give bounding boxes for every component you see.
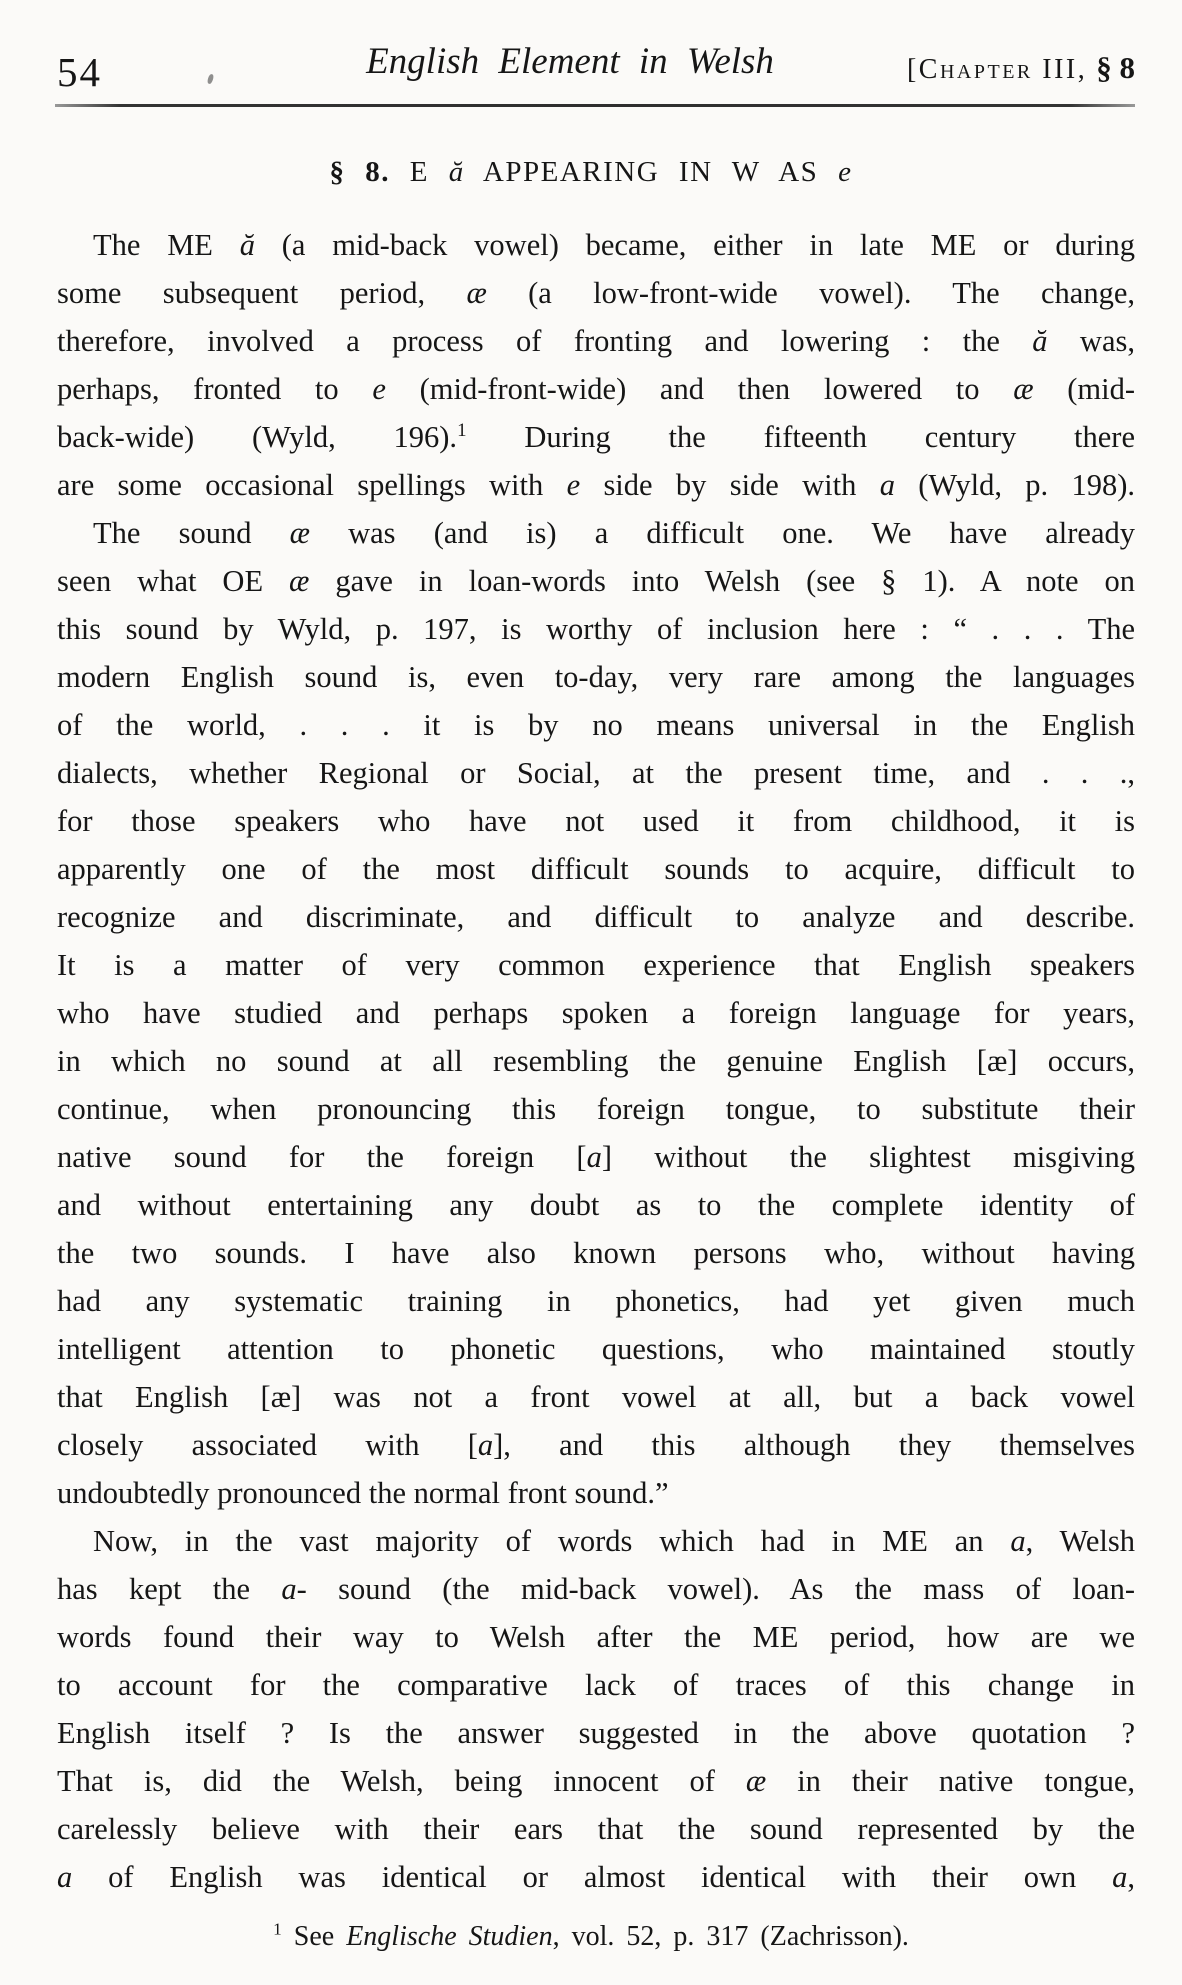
text-segment: perhaps, fronted to	[57, 372, 373, 406]
text-line	[57, 1277, 1135, 1325]
text-segment: The ME	[93, 228, 240, 262]
text-segment: æ	[466, 276, 487, 310]
text-line	[57, 317, 1135, 365]
text-line	[57, 893, 1135, 941]
text-segment: See	[281, 1921, 347, 1952]
text-segment: (Wyld, p. 198).	[894, 468, 1135, 502]
text-segment: therefore, involved a process of fronting and lowering : the	[57, 324, 1033, 358]
text-line	[57, 1421, 1135, 1469]
text-segment: was (and is) a difficult one. We have already	[309, 516, 1136, 550]
text-segment: (a low-front-wide vowel). The change,	[486, 276, 1135, 310]
text-segment: , vol. 52, p. 317 (Zachrisson).	[552, 1921, 909, 1952]
text-line	[57, 1373, 1135, 1421]
text-segment: had any systematic training in phonetics, had yet given much	[57, 1284, 1135, 1318]
text-segment: , Welsh	[1025, 1524, 1135, 1558]
text-segment: æ	[289, 564, 310, 598]
text-segment: that English [æ] was not a front vowel at all, but a back vowel	[57, 1380, 1135, 1414]
text-line	[57, 1229, 1135, 1277]
text-line	[57, 989, 1135, 1037]
header-rule	[55, 104, 1135, 107]
text-segment: for those speakers who have not used it from childhood, it is	[57, 804, 1135, 838]
body-text	[57, 221, 1135, 1901]
text-segment: a	[281, 1572, 297, 1606]
text-segment: a	[586, 1140, 602, 1174]
text-line	[57, 701, 1135, 749]
text-segment: closely associated with [	[57, 1428, 478, 1462]
text-line	[57, 1133, 1135, 1181]
chapter-reference	[907, 50, 1135, 86]
text-segment: The sound	[93, 516, 290, 550]
text-segment: ,	[1127, 1860, 1135, 1894]
text-segment: During the fifteenth century there	[466, 420, 1136, 454]
text-segment: was,	[1047, 324, 1135, 358]
text-segment: seen what OE	[57, 564, 290, 598]
text-line	[57, 797, 1135, 845]
text-segment: who have studied and perhaps spoken a foreign language for years,	[57, 996, 1135, 1030]
text-segment: in which no sound at all resembling the genuine English [æ] occurs,	[57, 1044, 1135, 1078]
text-line	[57, 1757, 1135, 1805]
text-segment: some subsequent period,	[57, 276, 467, 310]
text-segment: 1	[457, 419, 467, 441]
text-line	[57, 221, 1135, 269]
text-segment: recognize and discriminate, and difficult to analyze and describe.	[57, 900, 1135, 934]
text-line	[57, 749, 1135, 797]
text-segment: ], and this although they themselves	[493, 1428, 1136, 1462]
text-line	[57, 1709, 1135, 1757]
running-header	[57, 38, 1135, 94]
text-line	[57, 461, 1135, 509]
text-segment: a	[477, 1428, 494, 1462]
paragraph	[57, 1517, 1135, 1901]
text-segment: APPEARING IN W AS	[464, 156, 839, 188]
text-segment: æ	[1013, 372, 1034, 406]
text-line	[57, 941, 1135, 989]
text-segment: a	[879, 468, 895, 502]
text-line	[57, 1613, 1135, 1661]
text-segment: are some occasional spellings with	[57, 468, 567, 502]
text-segment: æ	[289, 516, 310, 550]
text-segment: carelessly believe with their ears that the sound represented by the	[57, 1812, 1135, 1846]
text-line	[57, 653, 1135, 701]
text-line	[57, 413, 1135, 461]
text-line	[57, 1517, 1135, 1565]
text-segment: It is a matter of very common experience that English speakers	[57, 948, 1135, 982]
text-segment: Now, in the vast majority of words which had in ME an	[93, 1524, 1011, 1558]
text-segment: § 8.	[329, 156, 391, 188]
text-segment: ă	[1032, 324, 1048, 358]
text-segment: a	[57, 1860, 73, 1894]
text-segment: (a mid-back vowel) became, either in late ME or during	[254, 228, 1135, 262]
text-segment: - sound (the mid-back vowel). As the mass of loan-	[296, 1572, 1135, 1606]
text-segment: Englische Studien	[346, 1921, 553, 1952]
text-segment: words found their way to Welsh after the ME period, how are we	[57, 1620, 1135, 1654]
text-segment: a	[1112, 1860, 1128, 1894]
text-line	[57, 557, 1135, 605]
text-line	[57, 845, 1135, 893]
text-segment: to account for the comparative lack of traces of this change in	[57, 1668, 1135, 1702]
text-segment: continue, when pronouncing this foreign tongue, to substitute their	[57, 1092, 1135, 1126]
text-segment: gave in loan-words into Welsh (see § 1). A note on	[309, 564, 1135, 598]
text-segment: the two sounds. I have also known persons who, without having	[57, 1236, 1135, 1270]
text-segment: and without entertaining any doubt as to the complete identity of	[57, 1188, 1135, 1222]
text-segment: this sound by Wyld, p. 197, is worthy of inclusion here : “ . . . The	[57, 612, 1135, 646]
text-segment: e	[372, 372, 386, 406]
text-segment: of the world, . . . it is by no means universal in the English	[57, 708, 1135, 742]
text-segment: intelligent attention to phonetic questions, who maintained stoutly	[57, 1332, 1135, 1366]
text-line	[57, 509, 1135, 557]
text-segment: ă	[448, 156, 465, 188]
text-segment: 1	[273, 1919, 282, 1939]
text-segment: ] without the slightest misgiving	[601, 1140, 1135, 1174]
text-line	[57, 1085, 1135, 1133]
text-line	[57, 1565, 1135, 1613]
section-heading	[0, 156, 1182, 189]
text-segment: That is, did the Welsh, being innocent of	[57, 1764, 746, 1798]
text-segment: apparently one of the most difficult sounds to acquire, difficult to	[57, 852, 1135, 886]
text-segment: E	[390, 156, 449, 188]
text-segment: in their native tongue,	[766, 1764, 1135, 1798]
paragraph	[57, 221, 1135, 509]
text-segment: dialects, whether Regional or Social, at the present time, and . . .,	[57, 756, 1135, 790]
text-line	[57, 1181, 1135, 1229]
text-line	[57, 1661, 1135, 1709]
text-segment: has kept the	[57, 1572, 282, 1606]
text-line	[57, 1469, 1135, 1517]
text-segment: e	[838, 156, 853, 188]
text-segment: side by side with	[580, 468, 880, 502]
text-segment: back-wide) (Wyld, 196).	[57, 420, 458, 454]
text-line	[57, 269, 1135, 317]
text-segment: a	[1010, 1524, 1026, 1558]
footnote	[0, 1921, 1182, 1953]
page-number: 54	[57, 49, 102, 95]
paragraph	[57, 509, 1135, 1517]
text-segment: æ	[745, 1764, 767, 1798]
text-line	[57, 1037, 1135, 1085]
text-segment: ă	[239, 228, 255, 262]
text-line	[57, 605, 1135, 653]
running-title: English Element in Welsh	[366, 41, 774, 82]
text-segment: undoubtedly pronounced the normal front sound.”	[57, 1476, 669, 1510]
text-line	[57, 1853, 1135, 1901]
text-line	[57, 365, 1135, 413]
text-line	[57, 1325, 1135, 1373]
text-segment: modern English sound is, even to-day, very rare among the languages	[57, 660, 1135, 694]
text-segment: of English was identical or almost identical with their own	[72, 1860, 1113, 1894]
text-segment: English itself ? Is the answer suggested in the above quotation ?	[57, 1716, 1135, 1750]
chapter-reference-section: § 8	[1096, 50, 1135, 85]
text-line	[57, 1805, 1135, 1853]
chapter-reference-label: [Chapter III,	[906, 54, 1088, 85]
text-segment: (mid-front-wide) and then lowered to	[385, 372, 1014, 406]
text-segment: e	[566, 468, 581, 502]
text-segment: (mid-	[1033, 372, 1136, 406]
text-segment: native sound for the foreign [	[57, 1140, 587, 1174]
